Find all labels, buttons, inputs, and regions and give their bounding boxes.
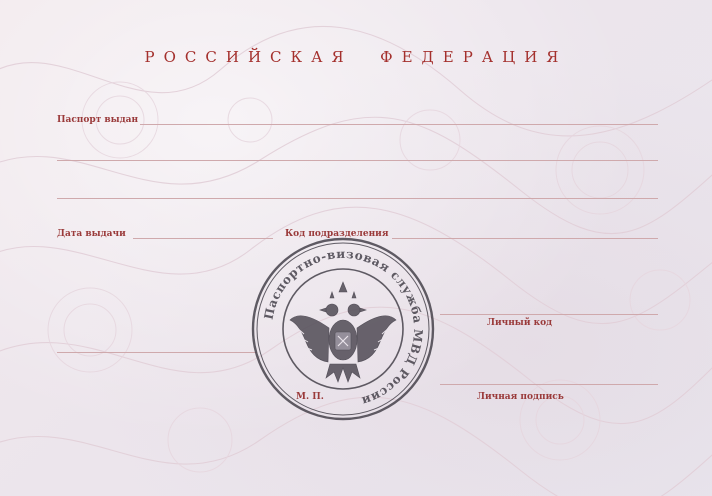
issued-by-label: Паспорт выдан [57,115,139,125]
stamp-place-label: М. П. [296,392,324,402]
issue-date-label: Дата выдачи [57,229,126,239]
personal-code-line [440,314,658,315]
issued-by-line-1 [140,124,658,125]
double-headed-eagle-emblem [290,282,396,382]
official-seal-stamp [250,236,436,422]
document-title: РОССИЙСКАЯ ФЕДЕРАЦИЯ [144,48,568,66]
signature-area-line-left [57,352,257,353]
stamp-ring-text: Паспортно-визовая служба МВД России [261,246,426,409]
signature-line [440,384,658,385]
issued-by-line-3 [57,198,658,199]
issued-by-line-2 [57,160,658,161]
division-code-label: Код подразделения [285,229,389,239]
signature-label: Личная подпись [477,392,564,402]
personal-code-label: Личный код [487,318,553,328]
